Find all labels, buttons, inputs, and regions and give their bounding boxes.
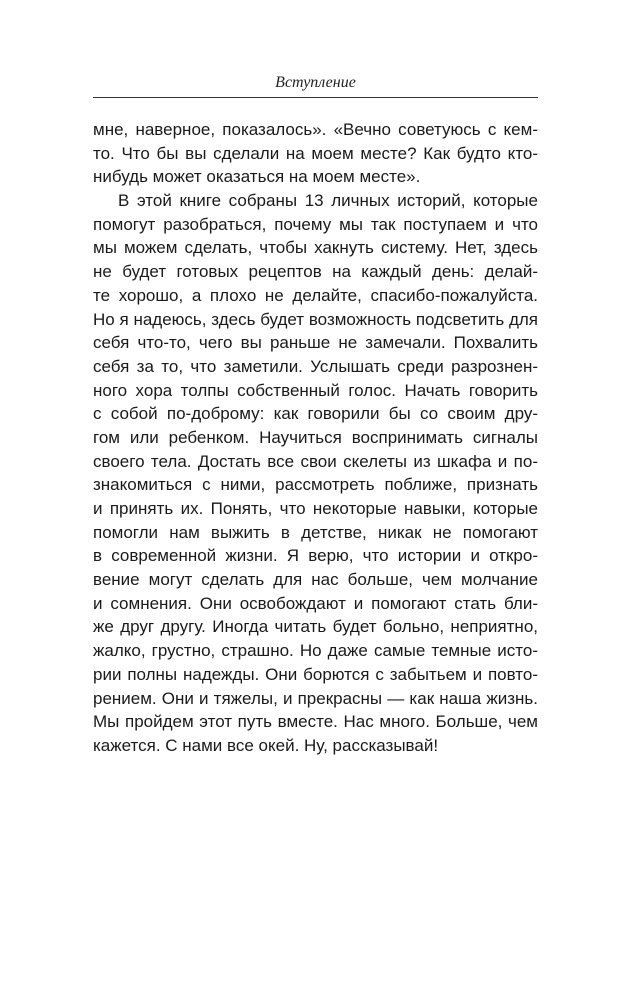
body-text — [93, 118, 538, 758]
text-line: себя за то, что заметили. Услышать среди разрознен- — [93, 356, 538, 376]
text-line: кажется. С нами все окей. Ну, рассказывай! — [93, 735, 439, 755]
header-rule — [93, 97, 538, 98]
text-line: те хорошо, а плохо не делайте, спасибо-пожалуйста. — [93, 285, 538, 305]
text-line: рением. Они и тяжелы, и прекрасны — как наша жизнь. — [93, 688, 538, 708]
text-line: гом или ребенком. Научиться воспринимать сигналы — [93, 427, 538, 447]
paragraph-2 — [93, 189, 538, 758]
text-line: помогут разобраться, почему мы так поступаем и что — [93, 214, 538, 234]
text-line: вение могут сделать для нас больше, чем молчание — [93, 570, 538, 590]
text-line: с собой по-доброму: как говорили бы со своим дру- — [93, 404, 538, 424]
text-line: своего тела. Достать все свои скелеты из шкафа и по- — [93, 451, 538, 471]
text-line: Но я надеюсь, здесь будет возможность подсветить для — [93, 309, 538, 329]
text-line: мы можем сделать, чтобы хакнуть систему. Нет, здесь — [93, 238, 538, 258]
text-line: нибудь может оказаться на моем месте». — [93, 167, 421, 187]
text-line: мне, наверное, показалось». «Вечно советуюсь с кем- — [93, 120, 538, 139]
text-line: рии полны надежды. Они борются с забытьем и повто- — [93, 664, 538, 684]
text-line: знакомиться с ними, рассмотреть поближе, признать — [93, 475, 538, 495]
text-line: Мы пройдем этот путь вместе. Нас много. Больше, чем — [93, 712, 538, 732]
text-line: В этой книге собраны 13 личных историй, которые — [118, 191, 538, 211]
text-line: помогли нам выжить в детстве, никак не помогают — [93, 522, 538, 542]
running-title: Вступление — [275, 74, 356, 91]
text-line: и сомнения. Они освобождают и помогают стать бли- — [93, 593, 538, 613]
text-line: то. Что бы вы сделали на моем месте? Как будто кто- — [93, 143, 538, 163]
text-line: не будет готовых рецептов на каждый день: делай- — [93, 262, 538, 282]
text-line: себя что-то, чего вы раньше не замечали. Похвалить — [93, 333, 538, 353]
text-line: жалко, грустно, страшно. Но даже самые темные исто- — [93, 641, 538, 661]
text-line: и принять их. Понять, что некоторые навыки, которые — [93, 499, 538, 518]
text-line: ного хора толпы собственный голос. Начать говорить — [93, 380, 538, 400]
text-line: в современной жизни. Я верю, что истории и откро- — [93, 546, 538, 566]
paragraph-1 — [93, 118, 538, 189]
text-line: же друг другу. Иногда читать будет больно, неприятно, — [93, 617, 538, 637]
